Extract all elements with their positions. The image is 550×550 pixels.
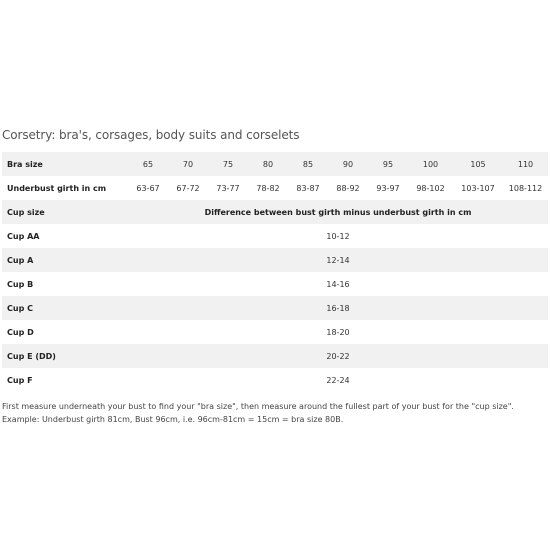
- cup-row: [2, 224, 548, 248]
- bra-size-cell: 75: [208, 152, 248, 176]
- cup-value: 20-22: [128, 344, 548, 368]
- cup-label: Cup AA: [7, 231, 40, 241]
- cup-row: [2, 296, 548, 320]
- underbust-cell: 63-67: [136, 183, 160, 193]
- bra-size-row: [2, 152, 548, 176]
- page-title: Corsetry: bra's, corsages, body suits and corselets: [2, 128, 300, 142]
- cup-value: 18-20: [326, 327, 350, 337]
- cup-value: 10-12: [326, 231, 350, 241]
- measurement-note: First measure underneath your bust to find your "bra size", then measure around the fullest part of your bust for the "cup size". Example: Underbust girth 81cm, Bust 96cm, i.e. 96cm-81cm = 15cm = bra size 80B.: [2, 402, 514, 424]
- cup-size-description: Difference between bust girth minus underbust girth in cm: [128, 200, 548, 224]
- cup-label: Cup D: [7, 327, 34, 337]
- size-table: [2, 152, 548, 392]
- cup-row: [2, 344, 548, 368]
- cup-row: [2, 272, 548, 296]
- cup-row: [2, 248, 548, 272]
- underbust-cell: 67-72: [176, 183, 200, 193]
- cup-value: 16-18: [128, 296, 548, 320]
- cup-size-header-row: [2, 200, 548, 224]
- cup-label: Cup A: [2, 248, 128, 272]
- bra-size-cell: 110: [503, 152, 548, 176]
- bra-size-cell: 70: [168, 152, 208, 176]
- bra-size-cell: 95: [368, 152, 408, 176]
- bra-size-cell: 65: [128, 152, 168, 176]
- bra-size-cell: 100: [408, 152, 453, 176]
- underbust-cell: 78-82: [256, 183, 280, 193]
- underbust-cell: 108-112: [508, 183, 543, 193]
- underbust-cell: 98-102: [416, 183, 445, 193]
- cup-row: [2, 368, 548, 392]
- cup-value: 22-24: [326, 375, 350, 385]
- cup-label: Cup B: [7, 279, 34, 289]
- bra-size-cell: 80: [248, 152, 288, 176]
- bra-size-cell: 85: [288, 152, 328, 176]
- cup-value: 14-16: [326, 279, 350, 289]
- underbust-cell: 103-107: [461, 183, 495, 193]
- cup-size-label: Cup size: [2, 200, 128, 224]
- underbust-cell: 73-77: [216, 183, 240, 193]
- cup-row: [2, 320, 548, 344]
- underbust-cell: 93-97: [376, 183, 400, 193]
- bra-size-label: Bra size: [2, 152, 128, 176]
- underbust-cell: 88-92: [336, 183, 360, 193]
- underbust-label: Underbust girth in cm: [7, 183, 107, 193]
- cup-value: 12-14: [128, 248, 548, 272]
- bra-size-cell: 105: [453, 152, 503, 176]
- underbust-cell: 83-87: [296, 183, 320, 193]
- cup-label: Cup F: [7, 375, 33, 385]
- cup-label: Cup E (DD): [2, 344, 128, 368]
- bra-size-cell: 90: [328, 152, 368, 176]
- underbust-row: [2, 176, 548, 200]
- cup-label: Cup C: [2, 296, 128, 320]
